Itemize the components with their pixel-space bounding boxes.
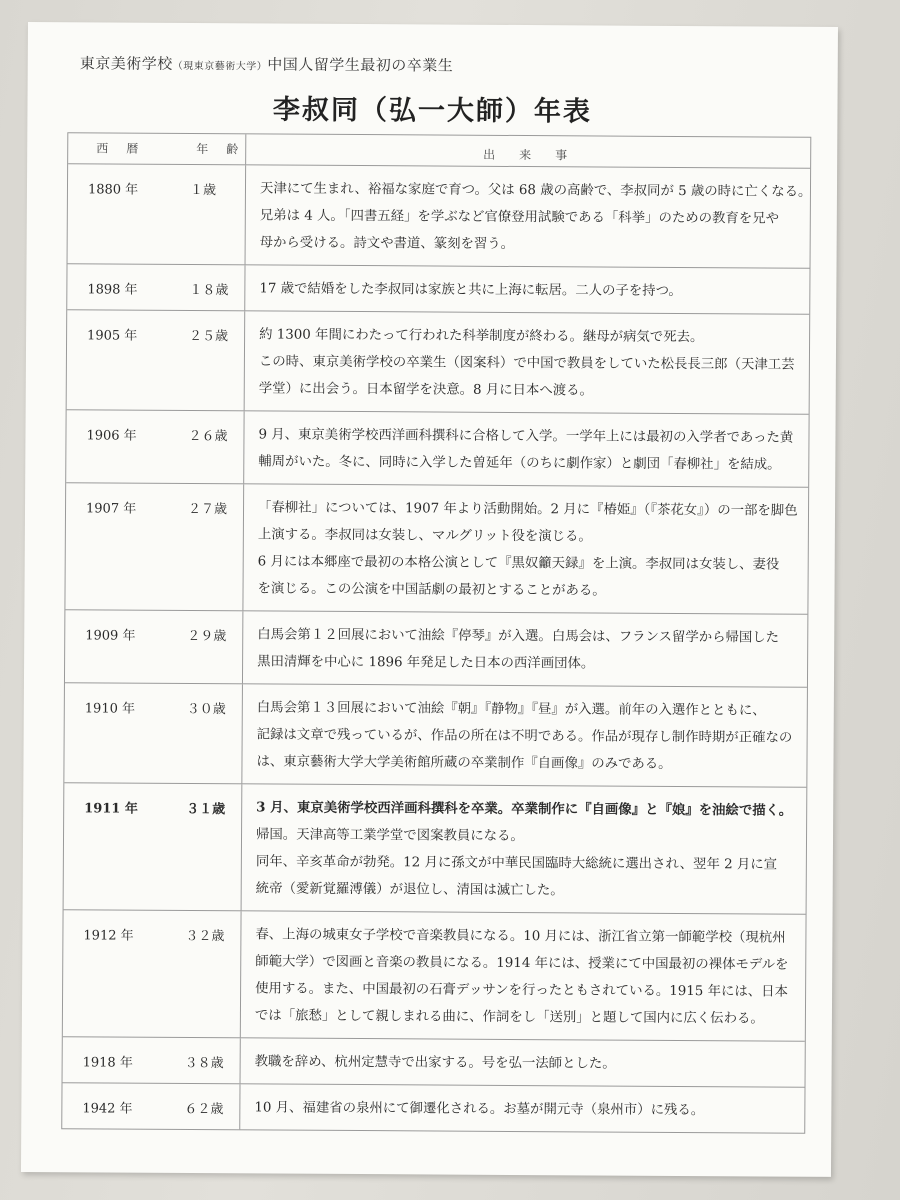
event-line: 同年、辛亥革命が勃発。12 月に孫文が中華民国臨時大総統に選出され、翌年 2 月に宣 — [255, 854, 778, 873]
subtitle-school: 東京美術学校 — [79, 54, 173, 73]
event-cell — [240, 1084, 804, 1132]
event-line: 学堂）に出会う。日本留学を決意。8 月に日本へ渡る。 — [258, 381, 593, 399]
event-line: 統帝（愛新覚羅溥儀）が退位し、清国は滅亡した。 — [255, 881, 564, 899]
age-cell: １８歳 — [151, 265, 245, 311]
year-cell: 1906 年 — [86, 428, 137, 444]
table-row — [67, 309, 810, 414]
event-cell — [242, 684, 807, 786]
age-cell: １歳 — [152, 165, 247, 265]
column-header-age: 年 齢 — [152, 134, 246, 165]
table-row — [68, 163, 811, 268]
event-line: 9 月、東京美術学校西洋画科撰科に合格して入学。一学年上には最初の入学者であった黄 — [258, 427, 794, 446]
event-line: 白馬会第１２回展において油絵『停琴』が入選。白馬会は、フランス留学から帰国した — [257, 627, 780, 646]
event-cell — [246, 165, 822, 268]
event-cell — [245, 265, 809, 313]
year-cell: 1880 年 — [87, 182, 139, 198]
event-line: 輔周がいた。冬に、同時に入学した曽延年（のちに劇作家）と劇団「春柳社」を結成。 — [258, 454, 781, 473]
year-cell: 1898 年 — [87, 282, 138, 298]
event-cell — [245, 311, 810, 413]
event-line: 使用する。また、中国最初の石膏デッサンを行ったともされている。1915 年には、日本 — [255, 981, 788, 1000]
event-line: は、東京藝術大学大学美術館所蔵の卒業制作『自画像』のみである。 — [256, 754, 672, 772]
year-cell: 1918 年 — [82, 1055, 133, 1071]
table-row — [65, 482, 808, 614]
event-cell — [243, 484, 808, 613]
page-title: 李叔同（弘一大師）年表 — [272, 94, 593, 128]
event-line: 天津にて生まれ、裕福な家庭で育つ。父は 68 歳の高齢で、李叔同が 5 歳の時に亡くなる。 — [259, 181, 812, 200]
table-row — [66, 409, 808, 487]
table-row — [65, 609, 807, 687]
event-line: 上演する。李叔同は女装し、マルグリット役を演じる。 — [257, 527, 592, 545]
event-cell — [242, 784, 807, 913]
age-cell: ２９歳 — [149, 611, 243, 684]
year-cell: 1909 年 — [85, 628, 136, 644]
event-cell — [241, 1038, 805, 1086]
table-row — [63, 909, 806, 1041]
event-line: 約 1300 年間にわたって行われた科挙制度が終わる。継母が病気で死去。 — [259, 327, 704, 346]
year-cell: 1911 年 — [84, 801, 138, 817]
age-cell: ２５歳 — [151, 311, 246, 411]
table-row — [62, 1082, 804, 1133]
year-cell: 1910 年 — [84, 701, 136, 717]
age-cell: ３８歳 — [147, 1038, 241, 1084]
timeline-table — [61, 132, 811, 1134]
event-line: 兄弟は 4 人。「四書五経」を学ぶなど官僚登用試験である「科挙」のための教育を兄や — [259, 208, 780, 227]
age-cell: ６２歳 — [146, 1084, 240, 1130]
event-line: 「春柳社」については、1907 年より活動開始。2 月に『椿姫』（『茶花女』）の一部を脚色 — [257, 500, 798, 519]
age-cell: ３０歳 — [148, 684, 243, 784]
event-cell — [241, 911, 806, 1040]
event-line: 10 月、福建省の泉州にて御遷化される。お墓が開元寺（泉州市）に残る。 — [254, 1100, 705, 1119]
age-cell: ２６歳 — [150, 411, 244, 484]
column-header-year: 西 暦 — [96, 141, 142, 156]
timeline-panel — [21, 22, 838, 1177]
event-line: 白馬会第１３回展において油絵『朝』『静物』『昼』が入選。前年の入選作とともに、 — [256, 700, 766, 719]
event-line: 3 月、東京美術学校西洋画科撰科を卒業。卒業制作に『自画像』と『娘』を油絵で描く。 — [256, 799, 793, 819]
year-cell: 1942 年 — [82, 1101, 133, 1117]
subtitle-current-name: （現東京藝術大学） — [172, 60, 268, 73]
age-cell: ３１歳 — [148, 784, 243, 911]
table-header — [68, 133, 810, 168]
event-line: 帰国。天津高等工業学堂で図案教員になる。 — [255, 827, 524, 845]
table-body — [62, 163, 810, 1133]
event-line: 17 歳で結婚をした李叔同は家族と共に上海に転居。二人の子を持つ。 — [259, 281, 682, 299]
table-row — [64, 682, 807, 787]
event-line: 黒田清輝を中心に 1896 年発足した日本の西洋画団体。 — [257, 654, 595, 672]
year-cell: 1912 年 — [83, 928, 134, 944]
event-line: 6 月には本郷座で最初の本格公演として『黒奴籲天録』を上演。李叔同は女装し、妻役 — [257, 554, 780, 573]
subtitle-description: 中国人留学生最初の卒業生 — [267, 55, 454, 75]
event-line: 教職を辞め、杭州定慧寺で出家する。号を弘一法師とした。 — [254, 1054, 616, 1072]
age-cell: ３２歳 — [147, 911, 242, 1038]
table-row — [63, 1036, 805, 1087]
event-line: 師範大学）で図画と音楽の教員になる。1914 年には、授業にて中国最初の裸体モデルを — [255, 954, 789, 973]
year-cell: 1907 年 — [85, 501, 137, 517]
event-line: では「旅愁」として親しまれる曲に、作詞をし「送別」と題して国内に広く伝わる。 — [254, 1008, 764, 1027]
year-cell: 1905 年 — [87, 328, 138, 344]
subtitle — [80, 52, 454, 75]
event-line: 記録は文章で残っているが、作品の所在は不明である。作品が現存し制作時期が正確なの — [256, 727, 793, 746]
event-line: 春、上海の城東女子学校で音楽教員になる。10 月には、浙江省立第一師範学校（現杭州 — [255, 927, 786, 946]
event-cell — [243, 611, 807, 686]
table-row — [64, 782, 807, 914]
event-cell — [244, 411, 808, 486]
table-row — [67, 263, 809, 314]
age-cell: ２７歳 — [149, 484, 244, 611]
event-line: この時、東京美術学校の卒業生（図案科）で中国で教員をしていた松長長三郎（天津工芸 — [258, 354, 795, 373]
event-line: を演じる。この公演を中国話劇の最初とすることがある。 — [257, 581, 606, 599]
event-line: 母から受ける。詩文や書道、篆刻を習う。 — [259, 235, 515, 252]
column-header-event: 出 来 事 — [483, 147, 574, 163]
